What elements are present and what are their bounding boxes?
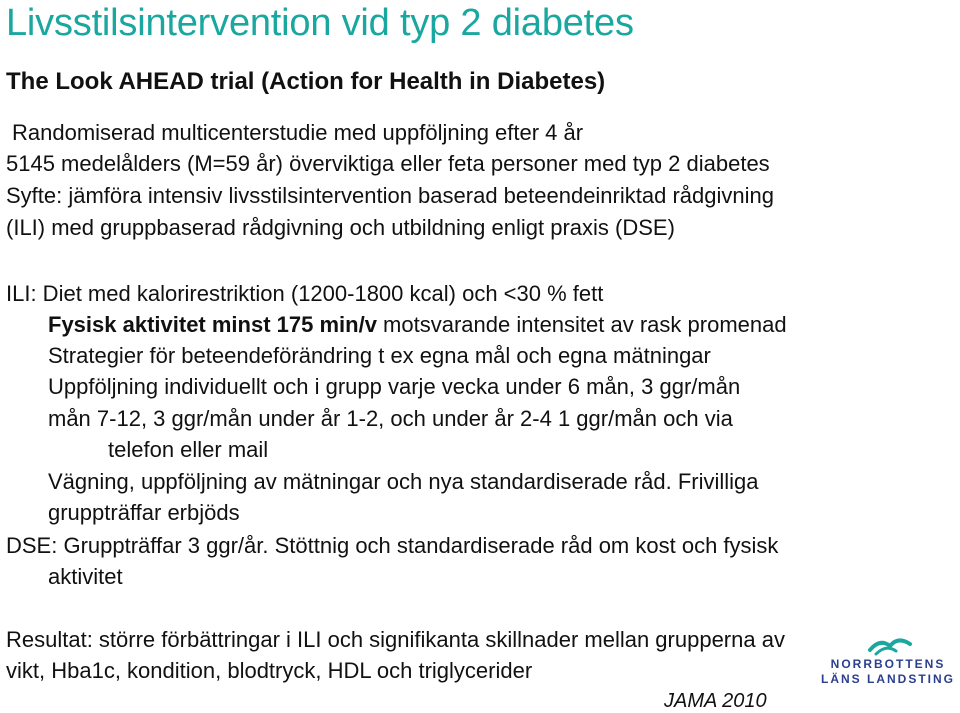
page-title: Livsstilsintervention vid typ 2 diabetes [6,2,634,44]
activity-bold-text: Fysisk aktivitet minst 175 min/v [48,312,377,337]
dse-line: DSE: Gruppträffar 3 ggr/år. Stöttnig och standardiserade råd om kost och fysisk [6,533,779,558]
logo-text-line2: LÄNS LANDSTING [821,672,955,686]
activity-line [48,309,787,340]
detail-line: Strategier för beteendeförändring t ex egna mål och egna mätningar [48,343,711,368]
citation: JAMA 2010 [664,690,767,712]
logo-mark-icon [818,628,958,688]
intro-line: (ILI) med gruppbaserad rådgivning och utbildning enligt praxis (DSE) [6,215,675,240]
detail-line: mån 7-12, 3 ggr/mån under år 1-2, och under år 2-4 1 ggr/mån och via [48,406,733,431]
intro-line: 5145 medelålders (M=59 år) överviktiga eller feta personer med typ 2 diabetes [6,151,770,176]
detail-line: gruppträffar erbjöds [48,500,240,525]
detail-line: Vägning, uppföljning av mätningar och nya standardiserade råd. Frivilliga [48,469,759,494]
intro-line: Randomiserad multicenterstudie med uppföljning efter 4 år [12,120,584,145]
detail-line: telefon eller mail [108,437,269,462]
page-subtitle: The Look AHEAD trial (Action for Health in Diabetes) [6,68,606,95]
logo-text-line1: NORRBOTTENS [830,657,946,671]
ili-line: ILI: Diet med kalorirestriktion (1200-1800 kcal) och <30 % fett [6,281,604,306]
detail-line: Uppföljning individuellt och i grupp varje vecka under 6 mån, 3 ggr/mån [48,374,741,399]
norrbottens-lans-landsting-logo [818,628,958,688]
dse-line: aktivitet [48,564,123,589]
intro-line: Syfte: jämföra intensiv livsstilsintervention baserad beteendeinriktad rådgivning [6,183,774,208]
result-line: vikt, Hba1c, kondition, blodtryck, HDL och triglycerider [6,658,533,683]
result-line: Resultat: större förbättringar i ILI och signifikanta skillnader mellan grupperna av [6,627,785,652]
activity-rest-text: motsvarande intensitet av rask promenad [376,312,787,337]
